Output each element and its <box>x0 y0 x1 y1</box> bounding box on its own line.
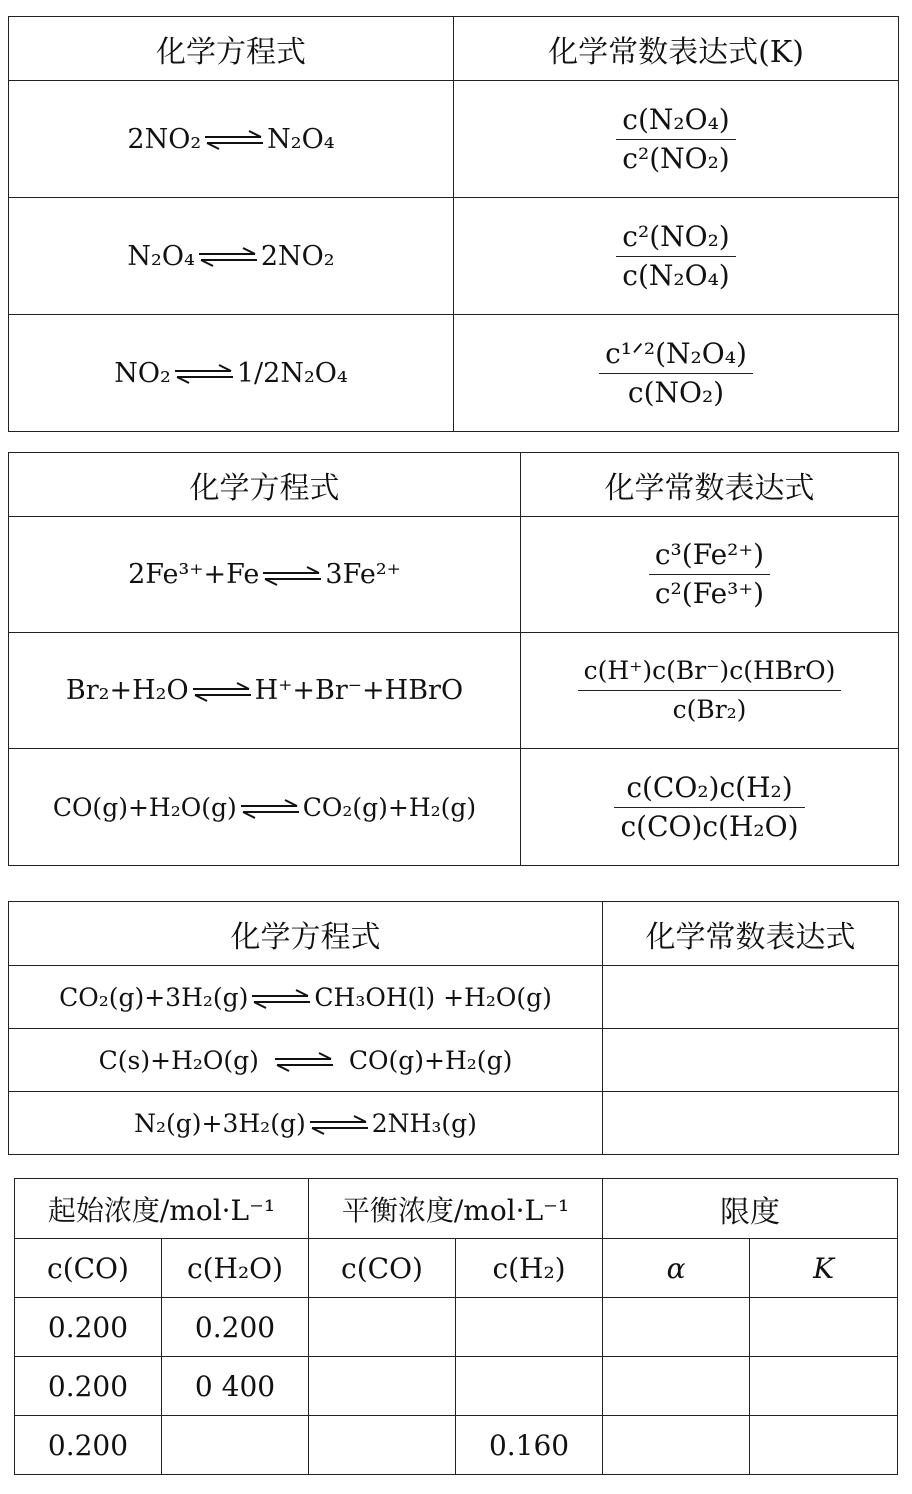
table-row <box>15 1357 898 1416</box>
data-cell <box>603 1416 750 1475</box>
data-cell <box>750 1416 898 1475</box>
equation-products: 3Fe²⁺ <box>325 559 401 590</box>
k-fraction <box>649 536 770 613</box>
reversible-arrow-icon <box>250 988 312 1010</box>
k-numerator: c³(Fe²⁺) <box>654 538 765 571</box>
equation-reactants: 2NO₂ <box>127 123 202 155</box>
data-cell <box>603 1357 750 1416</box>
equation-reactants: N₂O₄ <box>127 240 195 272</box>
k-numerator: c(N₂O₄) <box>622 102 730 136</box>
equation-reactants: CO(g)+H₂O(g) <box>52 792 237 822</box>
data-cell: 0.200 <box>15 1357 162 1416</box>
equation-products: CO₂(g)+H₂(g) <box>302 792 477 822</box>
subheader-initial-c-co: c(CO) <box>15 1239 162 1298</box>
equation-products: N₂O₄ <box>267 123 335 155</box>
k-expression-cell <box>454 81 899 198</box>
data-cell: 0 400 <box>162 1357 309 1416</box>
reversible-arrow-icon <box>239 798 301 820</box>
k-denominator: c(Br₂) <box>672 695 747 724</box>
equation-products: H⁺+Br⁻+HBrO <box>254 675 464 706</box>
equation-reactants: CO₂(g)+3H₂(g) <box>59 982 249 1012</box>
k-denominator: c(CO)c(H₂O) <box>620 809 799 843</box>
table-row <box>9 1029 899 1092</box>
k-fraction <box>599 335 753 412</box>
data-cell <box>309 1298 456 1357</box>
equation-cell <box>9 315 454 432</box>
table-k-expressions-blank <box>8 901 899 1155</box>
subheader-initial-c-h2o: c(H₂O) <box>162 1239 309 1298</box>
table-row <box>9 315 899 432</box>
reversible-arrow-icon <box>261 565 323 587</box>
header-k-expression: 化学常数表达式 <box>603 902 899 966</box>
table-row <box>9 633 899 749</box>
equation-cell <box>9 749 521 866</box>
subheader-alpha: α <box>603 1239 750 1298</box>
equation-reactants: NO₂ <box>114 357 171 389</box>
equation-cell <box>9 1029 603 1092</box>
k-fraction <box>578 652 842 729</box>
k-fraction <box>614 769 804 846</box>
k-expression-cell <box>521 517 899 633</box>
header-initial-concentration: 起始浓度/mol·L⁻¹ <box>15 1179 309 1239</box>
k-expression-cell <box>603 1029 899 1092</box>
reversible-arrow-icon <box>191 681 253 703</box>
header-k-expression: 化学常数表达式(K) <box>454 17 899 81</box>
reversible-arrow-icon <box>197 246 259 268</box>
header-equation: 化学方程式 <box>9 17 454 81</box>
k-fraction <box>616 218 735 295</box>
k-denominator: c(NO₂) <box>627 375 725 409</box>
subheader-eq-c-h2: c(H₂) <box>456 1239 603 1298</box>
table-row <box>15 1416 898 1475</box>
k-expression-cell <box>603 966 899 1029</box>
k-expression-cell <box>454 198 899 315</box>
data-cell <box>750 1357 898 1416</box>
equation-cell <box>9 517 521 633</box>
table-row <box>9 81 899 198</box>
equation-reactants: Br₂+H₂O <box>65 675 189 706</box>
equation-cell <box>9 633 521 749</box>
subheader-eq-c-co: c(CO) <box>309 1239 456 1298</box>
header-k-expression: 化学常数表达式 <box>521 453 899 517</box>
k-expression-cell <box>521 749 899 866</box>
k-expression-cell <box>454 315 899 432</box>
equation-reactants: C(s)+H₂O(g) <box>98 1045 259 1075</box>
k-denominator: c²(NO₂) <box>622 141 730 175</box>
table-k-expressions-no2 <box>8 16 899 432</box>
reversible-arrow-icon <box>203 129 265 151</box>
k-denominator: c(N₂O₄) <box>622 258 730 292</box>
table-equilibrium-data <box>14 1178 898 1475</box>
data-cell <box>309 1416 456 1475</box>
header-equation: 化学方程式 <box>9 902 603 966</box>
k-expression-cell <box>521 633 899 749</box>
equation-products: CH₃OH(l) +H₂O(g) <box>314 982 552 1012</box>
data-cell <box>456 1357 603 1416</box>
k-numerator: c(H⁺)c(Br⁻)c(HBrO) <box>583 656 836 685</box>
equation-cell <box>9 966 603 1029</box>
equation-cell <box>9 198 454 315</box>
k-denominator: c²(Fe³⁺) <box>654 577 765 610</box>
subheader-k: K <box>750 1239 898 1298</box>
equation-products: 2NO₂ <box>260 240 335 272</box>
table-row <box>9 966 899 1029</box>
data-cell <box>162 1416 309 1475</box>
reversible-arrow-icon <box>173 363 235 385</box>
table-row <box>9 517 899 633</box>
reversible-arrow-icon <box>308 1114 370 1136</box>
data-cell: 0.200 <box>15 1416 162 1475</box>
data-cell <box>603 1298 750 1357</box>
equation-products: CO(g)+H₂(g) <box>348 1045 513 1075</box>
k-numerator: c²(NO₂) <box>622 219 730 253</box>
table-row <box>9 1092 899 1155</box>
data-cell: 0.200 <box>15 1298 162 1357</box>
data-cell <box>309 1357 456 1416</box>
k-fraction <box>616 101 735 178</box>
k-numerator: c¹ᐟ²(N₂O₄) <box>605 336 747 370</box>
k-expression-cell <box>603 1092 899 1155</box>
equation-cell <box>9 81 454 198</box>
header-equilibrium-concentration: 平衡浓度/mol·L⁻¹ <box>309 1179 603 1239</box>
table-row <box>9 198 899 315</box>
data-cell: 0.200 <box>162 1298 309 1357</box>
header-equation: 化学方程式 <box>9 453 521 517</box>
equation-products: 1/2N₂O₄ <box>236 357 348 389</box>
data-cell <box>750 1298 898 1357</box>
table-k-expressions-ions <box>8 452 899 866</box>
data-cell: 0.160 <box>456 1416 603 1475</box>
table-row <box>9 749 899 866</box>
header-extent: 限度 <box>603 1179 898 1239</box>
equation-products: 2NH₃(g) <box>371 1108 477 1138</box>
data-cell <box>456 1298 603 1357</box>
k-numerator: c(CO₂)c(H₂) <box>626 770 793 804</box>
equation-reactants: 2Fe³⁺+Fe <box>128 559 260 590</box>
table-row <box>15 1298 898 1357</box>
equation-reactants: N₂(g)+3H₂(g) <box>134 1108 306 1138</box>
reversible-arrow-icon <box>273 1051 335 1073</box>
equation-cell <box>9 1092 603 1155</box>
